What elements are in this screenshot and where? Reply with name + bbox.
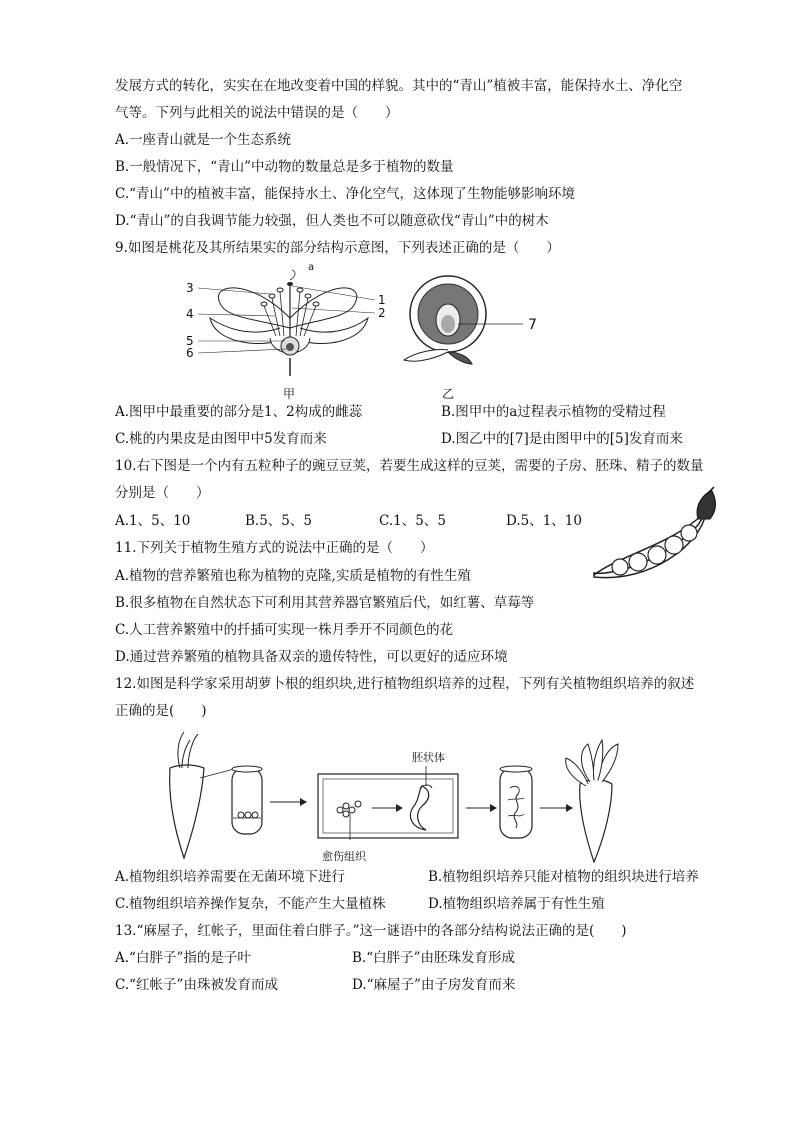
flower-label-1: 1 <box>378 293 386 307</box>
q10-option-c: C.1、5、5 <box>379 513 446 529</box>
q10-stem-line2: 分别是（ ） <box>115 485 210 501</box>
peach-fruit-diagram <box>398 272 558 372</box>
q12-option-a: A.植物组织培养需要在无菌环境下进行 <box>115 869 346 885</box>
q13-option-a: A.“白胖子”指的是子叶 <box>115 950 251 966</box>
q8-option-d: D.“青山”的自我调节能力较强，但人类也不可以随意砍伐“青山”中的树木 <box>115 213 549 229</box>
q11-stem: 11.下列关于植物生殖方式的说法中正确的是（ ） <box>115 540 434 556</box>
q10-option-d: D.5、1、10 <box>506 513 582 529</box>
flower-label-4: 4 <box>186 307 194 321</box>
figure-label-jia: 甲 <box>283 387 296 401</box>
q12-option-c: C.植物组织培养操作复杂，不能产生大量植株 <box>115 896 386 912</box>
tissue-culture-diagram <box>160 728 620 863</box>
q10-option-a: A.1、5、10 <box>115 513 191 529</box>
q11-option-d: D.通过营养繁殖的植物具备双亲的遗传特性，可以更好的适应环境 <box>115 649 508 665</box>
label-embryoid: 胚状体 <box>412 751 445 764</box>
q9-option-c: C.桃的内果皮是由图甲中5发育而来 <box>115 431 327 447</box>
q11-option-a: A.植物的营养繁殖也称为植物的克隆,实质是植物的有性生殖 <box>115 568 471 584</box>
q12-option-d: D.植物组织培养属于有性生殖 <box>428 896 605 912</box>
q12-stem-line2: 正确的是( ) <box>115 703 207 719</box>
label-callus: 愈伤组织 <box>322 850 366 863</box>
q12-stem-line1: 12.如图是科学家采用胡萝卜根的组织块,进行植物组织培养的过程，下列有关植物组织培养的叙述 <box>115 676 695 692</box>
q9-option-b: B.图甲中的a过程表示植物的受精过程 <box>441 404 666 420</box>
q8-option-c: C.“青山”中的植被丰富，能保持水土、净化空气，这体现了生物能够影响环境 <box>115 186 575 202</box>
flower-label-3: 3 <box>186 281 194 295</box>
q13-stem: 13.“麻屋子，红帐子，里面住着白胖子。”这一谜语中的各部分结构说法正确的是( ) <box>115 923 627 939</box>
peach-flower-diagram <box>180 258 395 378</box>
pea-pod-diagram <box>590 485 730 585</box>
flower-label-5: 5 <box>186 334 194 348</box>
figure-label-yi: 乙 <box>442 387 455 401</box>
q9-stem: 9.如图是桃花及其所结果实的部分结构示意图，下列表述正确的是（ ） <box>115 240 560 256</box>
q10-stem-line1: 10.右下图是一个内有五粒种子的豌豆豆荚，若要生成这样的豆荚，需要的子房、胚珠、精子的数量 <box>115 458 704 474</box>
q11-option-c: C.人工营养繁殖中的扦插可实现一株月季开不同颜色的花 <box>115 622 454 638</box>
q9-option-a: A.图甲中最重要的部分是1、2构成的雌蕊 <box>115 404 363 420</box>
q13-option-c: C.“红帐子”由珠被发育而成 <box>115 977 278 993</box>
q8-stem-line2: 气等。下列与此相关的说法中错误的是（ ） <box>115 105 399 121</box>
flower-label-6: 6 <box>186 346 194 360</box>
q13-option-b: B.“白胖子”由胚珠发育形成 <box>352 950 516 966</box>
q8-option-b: B.一般情况下，“青山”中动物的数量总是多于植物的数量 <box>115 159 454 175</box>
q8-stem-line1: 发展方式的转化，实实在在地改变着中国的样貌。其中的“青山”植被丰富，能保持水土、净化空 <box>115 78 683 94</box>
flower-label-a: a <box>308 262 315 273</box>
q12-option-b: B.植物组织培养只能对植物的组织块进行培养 <box>428 869 699 885</box>
q10-option-b: B.5、5、5 <box>245 513 312 529</box>
fruit-label-7: 7 <box>528 317 537 333</box>
q11-option-b: B.很多植物在自然状态下可利用其营养器官繁殖后代，如红薯、草莓等 <box>115 595 535 611</box>
flower-label-2: 2 <box>378 306 386 320</box>
q9-option-d: D.图乙中的[7]是由图甲中的[5]发育而来 <box>441 431 683 447</box>
q8-option-a: A.一座青山就是一个生态系统 <box>115 132 292 148</box>
q13-option-d: D.“麻屋子”由子房发育而来 <box>352 977 516 993</box>
